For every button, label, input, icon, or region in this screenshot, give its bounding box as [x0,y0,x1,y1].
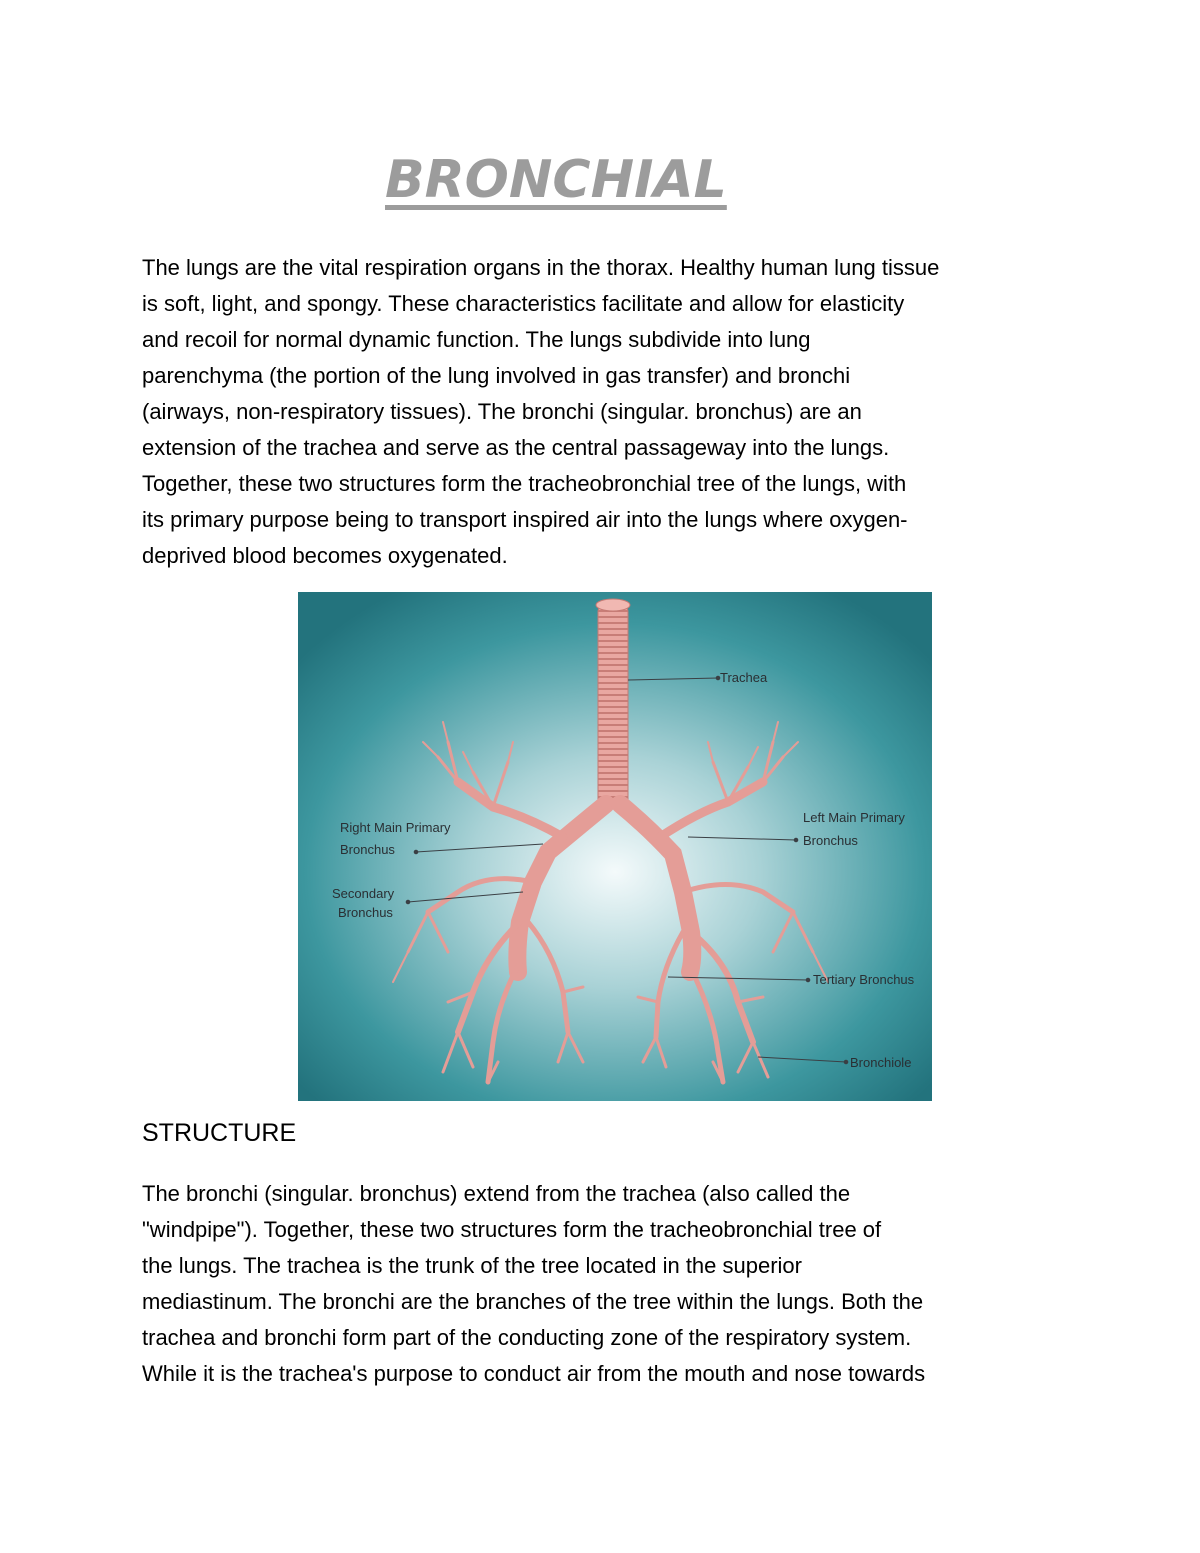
text-line: is soft, light, and spongy. These characteristics facilitate and allow for elasticity [142,291,905,316]
bronchial-tree-svg [298,592,932,1101]
text-line: The bronchi (singular. bronchus) extend from the trachea (also called the [142,1181,851,1206]
trachea-top [596,599,630,611]
text-line: "windpipe"). Together, these two structures form the tracheobronchial tree of [142,1217,882,1242]
text-line: its primary purpose being to transport inspired air into the lungs where oxygen- [142,507,908,532]
intro-paragraph [142,250,1062,574]
text-line: (airways, non-respiratory tissues). The bronchi (singular. bronchus) are an [142,399,862,424]
label-trachea: Trachea [720,670,768,685]
section-heading: STRUCTURE [142,1119,297,1147]
trachea-shape [598,604,628,809]
label-right-main-bronchus: Bronchus [340,842,395,857]
text-line: mediastinum. The bronchi are the branches of the tree within the lungs. Both the [142,1289,924,1314]
label-right-main-primary: Right Main Primary [340,820,451,835]
label-secondary-bronchus: Bronchus [338,905,393,920]
text-line: trachea and bronchi form part of the conducting zone of the respiratory system. [142,1325,912,1350]
label-left-main-bronchus: Bronchus [803,833,858,848]
label-bronchiole: Bronchiole [850,1055,912,1070]
text-line: deprived blood becomes oxygenated. [142,543,508,568]
text-line: parenchyma (the portion of the lung involved in gas transfer) and bronchi [142,363,851,388]
label-left-main-primary: Left Main Primary [803,810,905,825]
structure-paragraph [142,1176,1062,1392]
text-line: Together, these two structures form the tracheobronchial tree of the lungs, with [142,471,907,496]
text-line: The lungs are the vital respiration organs in the thorax. Healthy human lung tissue [142,255,940,280]
text-line: While it is the trachea's purpose to conduct air from the mouth and nose towards [142,1361,926,1386]
bronchial-tree-illustration [298,592,932,1101]
text-line: extension of the trachea and serve as the central passageway into the lungs. [142,435,890,460]
text-line: and recoil for normal dynamic function. The lungs subdivide into lung [142,327,811,352]
label-secondary: Secondary [332,886,395,901]
label-tertiary-bronchus: Tertiary Bronchus [813,972,915,987]
text-line: the lungs. The trachea is the trunk of the tree located in the superior [142,1253,802,1278]
page-title: BRONCHIAL [385,150,727,210]
